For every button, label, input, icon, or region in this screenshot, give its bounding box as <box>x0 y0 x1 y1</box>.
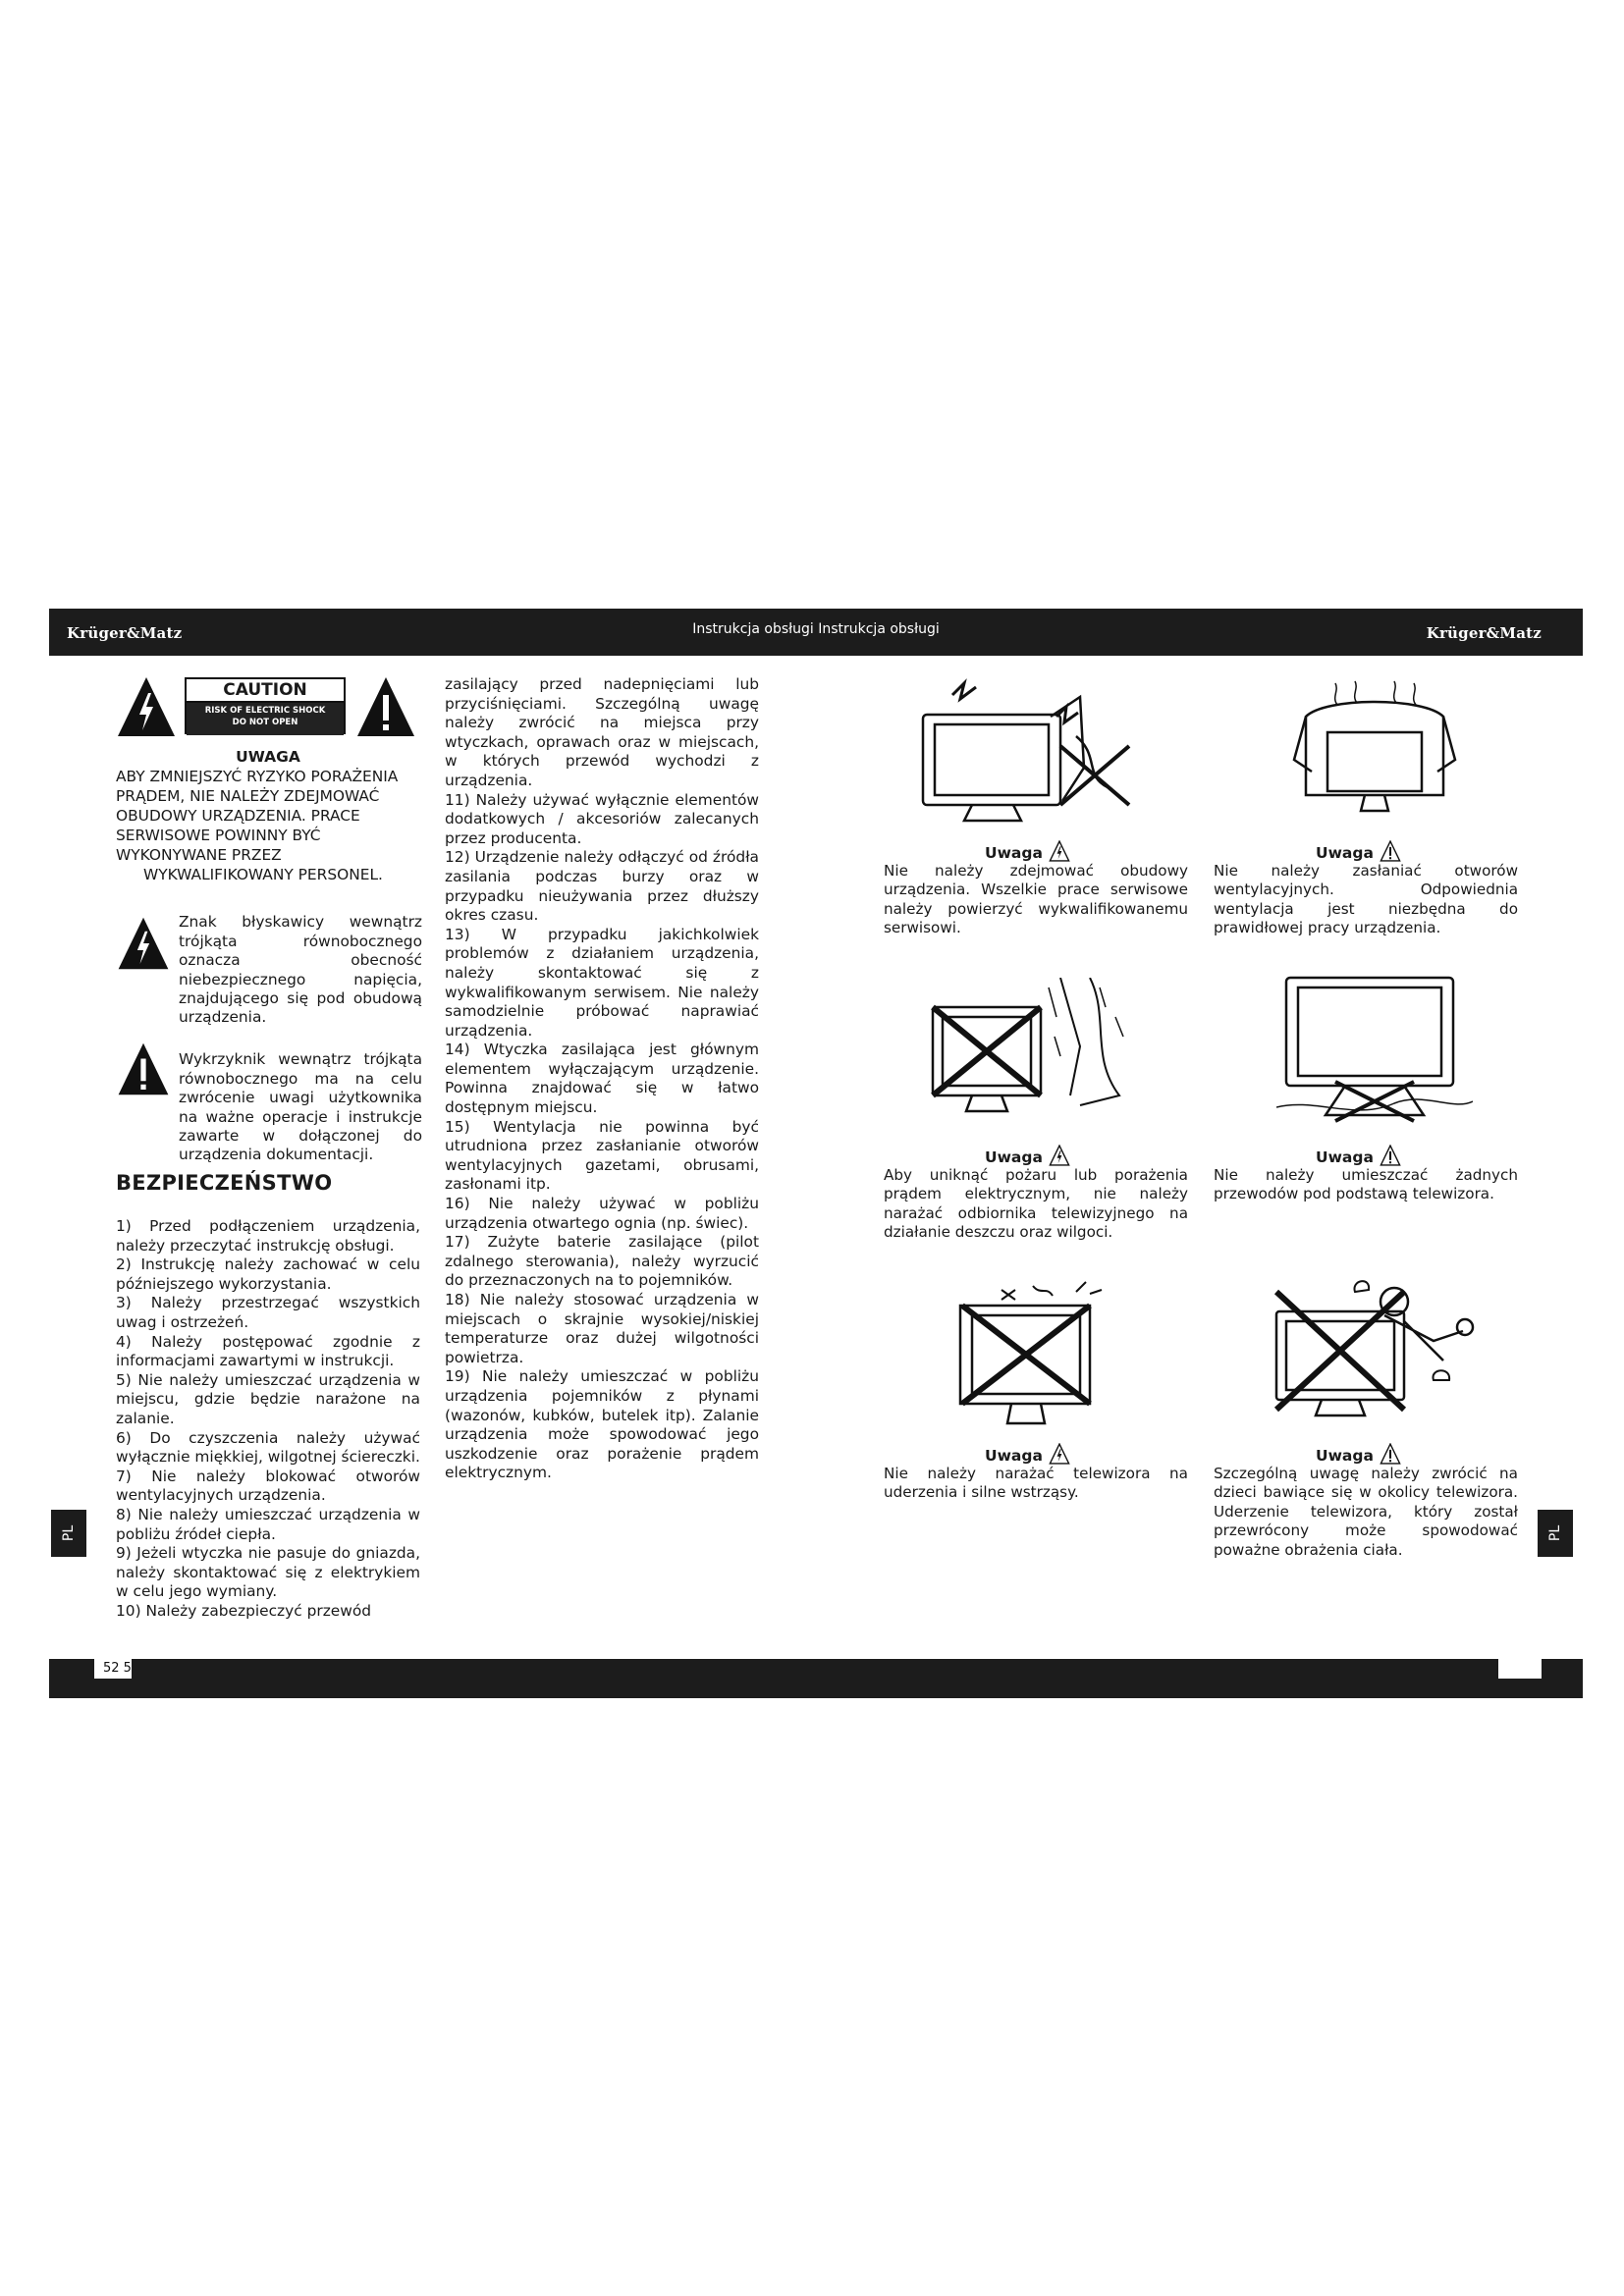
uwaga-line: WYKONYWANE PRZEZ <box>116 846 282 864</box>
child-safety-illustration <box>1257 1272 1483 1429</box>
safety-item: 18) Nie należy stosować urządzenia w miejscach o skrajnie wysokiej/niskiej temperaturze oraz dużej wilgotności powietrza. <box>445 1291 759 1366</box>
brand-logo-right: Krüger&Matz <box>1426 624 1542 642</box>
safety-item: 11) Należy używać wyłącznie elementów dodatkowych / akcesoriów zalecanych przez producenta. <box>445 790 759 847</box>
lightning-warning-icon <box>1048 1443 1071 1465</box>
exclamation-description: Wykrzyknik wewnątrz trójkąta równobocznego ma na celu zwrócenie uwagi użytkownika na ważne operacje i instrukcje zawarte w dołączonej do urządzenia dokumentacji. <box>179 1050 422 1164</box>
illustration-2-uwaga: Uwaga <box>1316 844 1374 862</box>
page-number-right-box <box>1498 1659 1542 1679</box>
safety-item: 7) Nie należy blokować otworów wentylacyjnych urządzenia. <box>116 1467 420 1505</box>
lightning-warning-icon <box>116 675 177 738</box>
safety-item: 4) Należy postępować zgodnie z informacjami zawartymi w instrukcji. <box>116 1332 420 1370</box>
illustration-2-text: Nie należy zasłaniać otworów wentylacyjnych. Odpowiednia wentylacja jest niezbędna do prawidłowej pracy urządzenia. <box>1214 862 1518 937</box>
caution-subtitle <box>187 703 344 735</box>
safety-item: 5) Nie należy umieszczać urządzenia w miejscu, gdzie będzie narażone na zalanie. <box>116 1370 420 1427</box>
safety-item: 15) Wentylacja nie powinna być utrudniona przez zasłanianie otworów wentylacyjnych gazetami, obrusami, zasłonami itp. <box>445 1117 759 1194</box>
brand-logo-left: Krüger&Matz <box>67 624 183 642</box>
caution-line-1: RISK OF ELECTRIC SHOCK <box>204 706 326 716</box>
illustration-2-label <box>1316 840 1402 862</box>
safety-item: 14) Wtyczka zasilająca jest głównym elementem wyłączającym urządzenie. Powinna znajdować się w łatwo dostępnym miejscu. <box>445 1041 759 1117</box>
lightning-warning-icon <box>1048 1145 1071 1166</box>
uwaga-line: OBUDOWY URZĄDZENIA. PRACE <box>116 807 360 825</box>
illustration-1-text: Nie należy zdejmować obudowy urządzenia. Wszelkie prace serwisowe należy powierzyć wykwalifikowanemu serwisowi. <box>884 862 1188 937</box>
illustration-1-uwaga: Uwaga <box>985 844 1043 862</box>
safety-item: 9) Jeżeli wtyczka nie pasuje do gniazda, należy skontaktować się z elektrykiem w celu jego wymiany. <box>116 1544 420 1601</box>
no-rain-moisture-illustration <box>923 978 1139 1135</box>
safety-list-column-1 <box>116 1217 420 1621</box>
no-cover-vents-illustration <box>1276 677 1473 834</box>
caution-title: CAUTION <box>187 679 344 703</box>
caution-label <box>185 677 346 734</box>
safety-item: 12) Urządzenie należy odłączyć od źródła zasilania podczas burzy oraz w przypadku nieużywania przez dłuższy okres czasu. <box>445 848 759 925</box>
language-tab-right-label: PL <box>1547 1524 1563 1542</box>
header-title: Instrukcja obsługi Instrukcja obsługi <box>692 621 940 637</box>
illustration-4-text: Nie należy umieszczać żadnych przewodów pod podstawą telewizora. <box>1214 1166 1518 1203</box>
safety-item: 2) Instrukcję należy zachować w celu późniejszego wykorzystania. <box>116 1255 420 1293</box>
uwaga-line: SERWISOWE POWINNY BYĆ <box>116 827 321 844</box>
uwaga-heading: UWAGA <box>236 748 300 766</box>
safety-item: 13) W przypadku jakichkolwiek problemów z działaniem urządzenia, należy skontaktować się z wykwalifikowanym serwisem. Nie należy samodzielnie próbować naprawiać urządzenia. <box>445 925 759 1040</box>
safety-item: 19) Nie należy umieszczać w pobliżu urządzenia pojemników z płynami (wazonów, kubków, butelek itp). Zalanie urządzenia może spowodować jego uszkodzenie oraz porażenie prądem elektrycznym. <box>445 1367 759 1482</box>
exclamation-warning-icon <box>1379 1443 1402 1465</box>
illustration-4-label <box>1316 1145 1402 1166</box>
exclamation-triangle-icon <box>116 1041 171 1096</box>
illustration-6-text: Szczególną uwagę należy zwrócić na dzieci bawiące się w okolicy telewizora. Uderzenie telewizora, który został przewrócony może spowodować poważne obrażenia ciała. <box>1214 1465 1518 1559</box>
uwaga-text <box>116 767 420 884</box>
page-number: 52 5 <box>94 1659 132 1679</box>
safety-item: 17) Zużyte baterie zasilające (pilot zdalnego sterowania), należy wyrzucić do przeznaczonych na to pojemników. <box>445 1233 759 1290</box>
language-tab-left <box>51 1510 86 1557</box>
illustration-1-label <box>985 840 1071 862</box>
illustration-3-uwaga: Uwaga <box>985 1148 1043 1166</box>
footer-bar <box>49 1659 1583 1698</box>
uwaga-line: PRĄDEM, NIE NALEŻY ZDEJMOWAĆ <box>116 787 380 805</box>
caution-row <box>116 675 420 740</box>
safety-list-column-2 <box>445 675 759 1483</box>
safety-item: 1) Przed podłączeniem urządzenia, należy przeczytać instrukcję obsługi. <box>116 1217 420 1255</box>
lightning-warning-icon <box>1048 840 1071 862</box>
uwaga-line: WYKWALIFIKOWANY PERSONEL. <box>143 866 383 883</box>
illustration-5-text: Nie należy narażać telewizora na uderzenia i silne wstrząsy. <box>884 1465 1188 1502</box>
no-cables-under-stand-illustration <box>1276 974 1473 1131</box>
illustration-3-text: Aby uniknąć pożaru lub porażenia prądem elektrycznym, nie należy narażać odbiornika telewizyjnego na działanie deszczu oraz wilgoci. <box>884 1166 1188 1242</box>
exclamation-warning-icon <box>1379 1145 1402 1166</box>
language-tab-left-label: PL <box>61 1524 77 1542</box>
safety-item: 6) Do czyszczenia należy używać wyłącznie miękkiej, wilgotnej ściereczki. <box>116 1428 420 1467</box>
illustration-5-label <box>985 1443 1071 1465</box>
illustration-4-uwaga: Uwaga <box>1316 1148 1374 1166</box>
uwaga-line: ABY ZMNIEJSZYĆ RYZYKO PORAŻENIA <box>116 768 399 785</box>
lightning-triangle-icon <box>116 916 171 971</box>
header-bar <box>49 609 1583 656</box>
safety-item: 10) Należy zabezpieczyć przewód <box>116 1601 372 1620</box>
no-open-case-illustration <box>903 677 1159 834</box>
safety-heading: BEZPIECZEŃSTWO <box>116 1171 333 1195</box>
safety-item: 8) Nie należy umieszczać urządzenia w pobliżu źródeł ciepła. <box>116 1505 420 1543</box>
safety-item: 3) Należy przestrzegać wszystkich uwag i ostrzeżeń. <box>116 1294 420 1331</box>
safety-item: 16) Nie należy używać w pobliżu urządzenia otwartego ognia (np. świec). <box>445 1195 759 1232</box>
language-tab-right <box>1538 1510 1573 1557</box>
exclamation-warning-icon <box>355 675 416 738</box>
exclamation-warning-icon <box>1379 840 1402 862</box>
illustration-5-uwaga: Uwaga <box>985 1447 1043 1465</box>
safety-item: zasilający przed nadepnięciami lub przyciśnięciami. Szczególną uwagę należy zwrócić na miejsca przy wtyczkach, oprawach oraz w miejscach, w których przewód wychodzi z urządzenia. <box>445 675 759 789</box>
illustration-6-uwaga: Uwaga <box>1316 1447 1374 1465</box>
illustration-6-label <box>1316 1443 1402 1465</box>
caution-line-2: DO NOT OPEN <box>232 718 298 727</box>
illustration-3-label <box>985 1145 1071 1166</box>
lightning-description: Znak błyskawicy wewnątrz trójkąta równobocznego oznacza obecność niebezpiecznego napięcia, znajdującego się pod obudową urządzenia. <box>179 913 422 1027</box>
no-impact-illustration <box>943 1276 1119 1433</box>
